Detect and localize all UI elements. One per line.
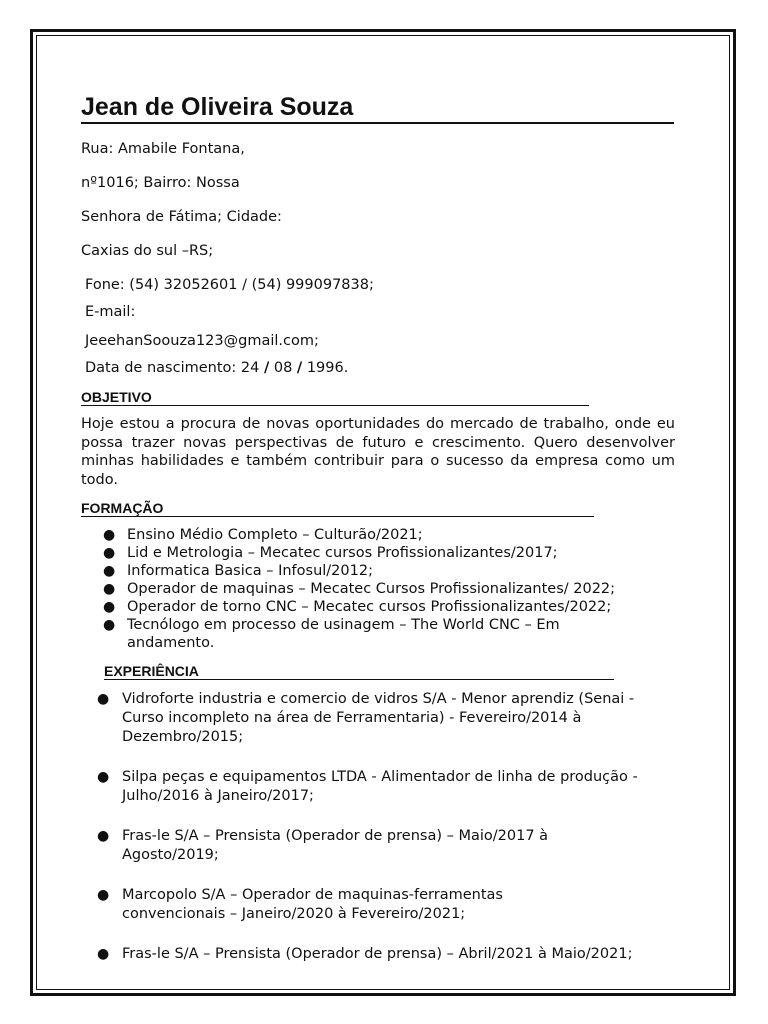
email-value: JeeehanSoouza123@gmail.com; [85,333,319,349]
list-item [97,945,678,964]
bullet-icon: ● [103,581,116,597]
list-item-text: Fras-le S/A – Prensista (Operador de prensa) – Maio/2017 à Agosto/2019; [122,828,549,863]
list-item-text: Ensino Médio Completo – Culturão/2021; [127,527,423,543]
list-item [97,827,592,865]
address-line-2: nº1016; Bairro: Nossa [81,175,240,191]
section-heading-experiencia: EXPERIÊNCIA [104,663,614,680]
bullet-icon: ● [103,617,116,633]
address-line-1: Rua: Amabile Fontana, [81,141,245,157]
bullet-icon: ● [103,527,116,543]
section-heading-objetivo: OBJETIVO [81,389,589,406]
bullet-icon: ● [103,599,116,615]
list-item [103,616,607,652]
birth-date-month: 08 [269,360,297,376]
list-item [103,544,657,562]
list-item [97,690,678,747]
birth-date-prefix: Data de nascimento: 24 [85,360,264,376]
list-item-text: Informatica Basica – Infosul/2012; [127,563,373,579]
bullet-icon: ● [103,545,116,561]
list-item [103,580,657,598]
list-item-text: Fras-le S/A – Prensista (Operador de prensa) – Abril/2021 à Maio/2021; [122,946,633,962]
birth-date-year: 1996. [302,360,349,376]
list-item-text: Lid e Metrologia – Mecatec cursos Profissionalizantes/2017; [127,545,558,561]
experiencia-list [97,690,678,964]
bullet-icon: ● [97,828,110,844]
list-item-text: Operador de torno CNC – Mecatec cursos Profissionalizantes/2022; [127,599,612,615]
bullet-icon: ● [103,563,116,579]
address-line-4: Caxias do sul –RS; [81,243,214,259]
list-item [97,768,678,806]
list-item-text: Marcopolo S/A – Operador de maquinas-ferramentas convencionais – Janeiro/2020 à Fevereiro/2021; [122,887,503,922]
list-item-text: Tecnólogo em processo de usinagem – The World CNC – Em andamento. [127,617,560,651]
birth-date-line [85,359,348,377]
bullet-icon: ● [97,769,110,785]
email-label: E-mail: [85,304,136,320]
list-item-text: Silpa peças e equipamentos LTDA - Alimentador de linha de produção - Julho/2016 à Janeiro/2017; [122,769,638,804]
list-item [103,562,657,580]
list-item [97,886,572,924]
candidate-name: Jean de Oliveira Souza [81,92,674,124]
birth-date-separator: / [263,360,270,376]
list-item-text: Vidroforte industria e comercio de vidros S/A - Menor aprendiz (Senai - Curso incompleto na área de Ferramentaria) - Fevereiro/2014 à Dezembro/2015; [122,691,635,745]
phone-line: Fone: (54) 32052601 / (54) 999097838; [85,277,374,293]
birth-date-separator: / [296,360,303,376]
bullet-icon: ● [97,691,110,707]
list-item [103,526,657,544]
list-item-text: Operador de maquinas – Mecatec Cursos Profissionalizantes/ 2022; [127,581,616,597]
list-item [103,598,657,616]
bullet-icon: ● [97,946,110,962]
address-line-3: Senhora de Fátima; Cidade: [81,209,282,225]
bullet-icon: ● [97,887,110,903]
section-heading-formacao: FORMAÇÃO [81,500,594,517]
formacao-list [103,526,657,652]
objetivo-text: Hoje estou a procura de novas oportunidades do mercado de trabalho, onde eu possa trazer novas perspectivas de futuro e crescimento. Quero desenvolver minhas habilidades e também contribuir para o sucesso da empresa como um todo. [81,416,675,488]
